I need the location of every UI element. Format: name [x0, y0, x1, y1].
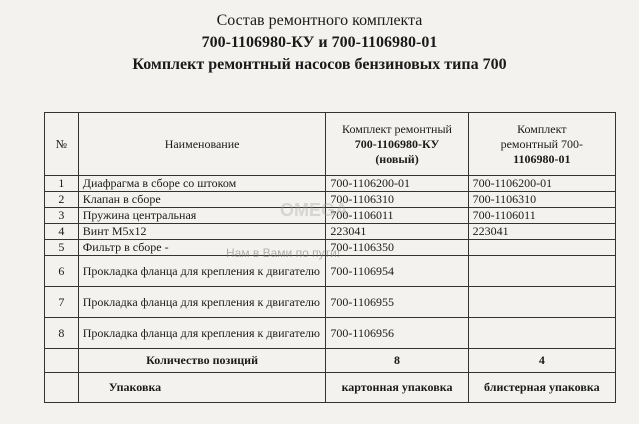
row-name: Прокладка фланца для крепления к двигателю [78, 318, 326, 349]
table-row [45, 256, 616, 287]
row-name: Винт М5х12 [78, 224, 326, 240]
count-kit-a: 8 [326, 349, 468, 373]
header-kit-b-line2: ремонтный 700- [500, 136, 584, 151]
row-kit-a: 700-1106011 [326, 208, 468, 224]
row-kit-b [468, 240, 615, 256]
row-name: Фильтр в сборе - [78, 240, 326, 256]
row-num: 1 [45, 176, 79, 192]
header-kit-b-line1: Комплект [517, 121, 567, 136]
row-kit-b: 700-1106200-01 [468, 176, 615, 192]
row-num: 7 [45, 287, 79, 318]
watermark-brand: OMEGA [280, 200, 349, 220]
row-kit-a: 700-1106956 [326, 318, 468, 349]
row-kit-a: 700-1106200-01 [326, 176, 468, 192]
row-num: 5 [45, 240, 79, 256]
header-kit-a [326, 113, 468, 176]
row-num: 4 [45, 224, 79, 240]
row-kit-b: 223041 [468, 224, 615, 240]
header-num: № [45, 113, 79, 176]
table-row [45, 318, 616, 349]
row-kit-b: 700-1106310 [468, 192, 615, 208]
row-name: Диафрагма в сборе со штоком [78, 176, 326, 192]
header-kit-a-line1: Комплект ремонтный [342, 121, 452, 136]
header-name: Наименование [78, 113, 326, 176]
row-kit-a: 223041 [326, 224, 468, 240]
header-kit-a-line3: (новый) [375, 151, 419, 166]
header-kit-b-line3: 1106980-01 [513, 151, 571, 166]
row-num: 8 [45, 318, 79, 349]
row-kit-a: 700-1106955 [326, 287, 468, 318]
packaging-row-num [45, 373, 79, 403]
packaging-label: Упаковка [78, 373, 326, 403]
title-line-1: Состав ремонтного комплекта [216, 12, 423, 29]
table-row [45, 224, 616, 240]
row-kit-a: 700-1106350 [326, 240, 468, 256]
title-line-2: 700-1106980-КУ и 700-1106980-01 [201, 34, 438, 51]
title-line-3: Комплект ремонтный насосов бензиновых типа 700 [132, 56, 507, 73]
row-name: Прокладка фланца для крепления к двигателю [78, 256, 326, 287]
packaging-kit-a: картонная упаковка [326, 373, 468, 403]
table-row [45, 287, 616, 318]
packaging-kit-b: блистерная упаковка [468, 373, 615, 403]
count-label: Количество позиций [78, 349, 326, 373]
count-row-num [45, 349, 79, 373]
count-kit-b: 4 [468, 349, 615, 373]
table-row [45, 176, 616, 192]
row-kit-a: 700-1106954 [326, 256, 468, 287]
watermark-text: Нам в Вами по пути! [226, 246, 341, 260]
packaging-row [45, 373, 616, 403]
row-kit-b [468, 318, 615, 349]
count-row [45, 349, 616, 373]
row-name: Прокладка фланца для крепления к двигателю [78, 287, 326, 318]
table-header-row [45, 113, 616, 176]
header-kit-b [468, 113, 615, 176]
row-kit-b [468, 256, 615, 287]
row-name: Клапан в сборе [78, 192, 326, 208]
row-kit-b [468, 287, 615, 318]
row-kit-b: 700-1106011 [468, 208, 615, 224]
row-num: 3 [45, 208, 79, 224]
document-header [0, 10, 639, 76]
row-num: 2 [45, 192, 79, 208]
row-name: Пружина центральная [78, 208, 326, 224]
header-kit-a-line2: 700-1106980-КУ [354, 136, 440, 151]
row-num: 6 [45, 256, 79, 287]
row-kit-a: 700-1106310 [326, 192, 468, 208]
